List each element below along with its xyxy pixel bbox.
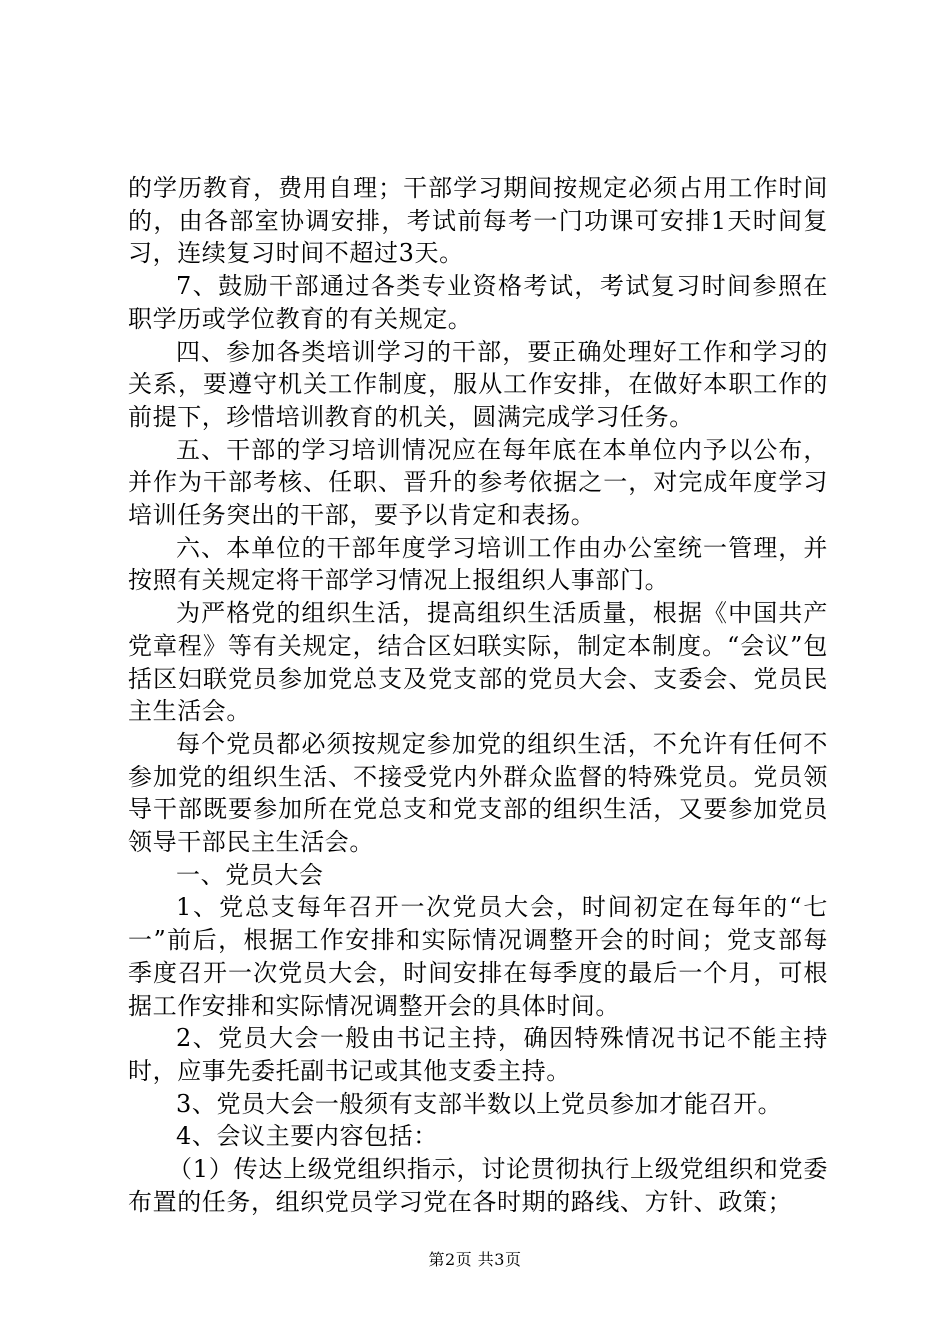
paragraph: （1）传达上级党组织指示，讨论贯彻执行上级党组织和党委布置的任务，组织党员学习党在各时期的路线、方针、政策； bbox=[128, 1155, 828, 1216]
paragraph: 的学历教育，费用自理；干部学习期间按规定必须占用工作时间的，由各部室协调安排，考试前每考一门功课可安排1天时间复习，连续复习时间不超过3天。 bbox=[128, 174, 828, 268]
section-heading: 一、党员大会 bbox=[176, 860, 324, 889]
paragraph: 六、本单位的干部年度学习培训工作由办公室统一管理，并按照有关规定将干部学习情况上报组织人事部门。 bbox=[128, 533, 828, 595]
paragraph: 为严格党的组织生活，提高组织生活质量，根据《中国共产党章程》等有关规定，结合区妇联实际，制定本制度。“会议”包括区妇联党员参加党总支及党支部的党员大会、支委会、党员民主生活会。 bbox=[128, 599, 828, 726]
document-body bbox=[128, 172, 828, 1219]
page-number-footer: 第2页 共3页 bbox=[428, 1250, 522, 1269]
paragraph: 每个党员都必须按规定参加党的组织生活，不允许有任何不参加党的组织生活、不接受党内外群众监督的特殊党员。党员领导干部既要参加所在党总支和党支部的组织生活，又要参加党员领导干部民主生活会。 bbox=[128, 729, 828, 857]
paragraph: 五、干部的学习培训情况应在每年底在本单位内予以公布，并作为干部考核、任职、晋升的参考依据之一，对完成年度学习培训任务突出的干部，要予以肯定和表扬。 bbox=[128, 435, 828, 530]
paragraph: 2、党员大会一般由书记主持，确因特殊情况书记不能主持时，应事先委托副书记或其他支委主持。 bbox=[128, 1024, 828, 1085]
paragraph: 4、会议主要内容包括： bbox=[176, 1122, 438, 1151]
paragraph: 7、鼓励干部通过各类专业资格考试，考试复习时间参照在职学历或学位教育的有关规定。 bbox=[128, 272, 828, 333]
paragraph: 3、党员大会一般须有支部半数以上党员参加才能召开。 bbox=[176, 1089, 783, 1118]
paragraph: 1、党总支每年召开一次党员大会，时间初定在每年的“七一”前后，根据工作安排和实际情况调整开会的时间；党支部每季度召开一次党员大会，时间安排在每季度的最后一个月，可根据工作安排和实际情况调整开会的具体时间。 bbox=[128, 893, 828, 1020]
paragraph: 四、参加各类培训学习的干部，要正确处理好工作和学习的关系，要遵守机关工作制度，服从工作安排，在做好本职工作的前提下，珍惜培训教育的机关，圆满完成学习任务。 bbox=[128, 337, 828, 431]
